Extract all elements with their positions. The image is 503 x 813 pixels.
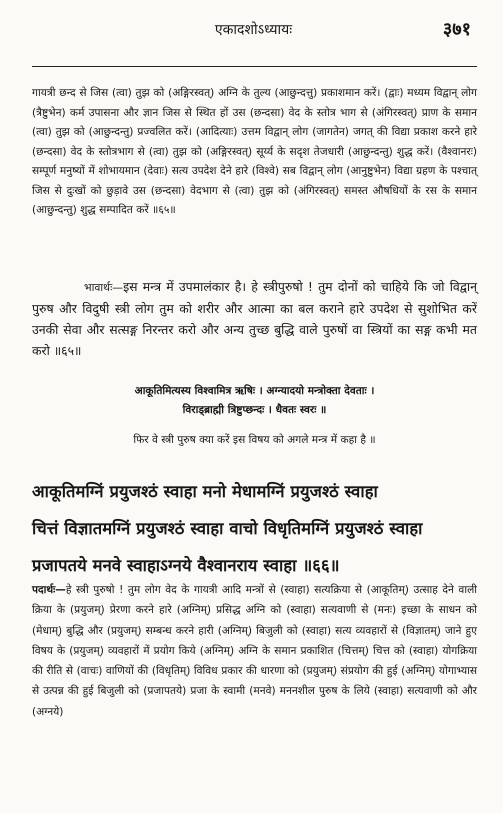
rishi-line: आकूतिमित्यस्य विश्वामित्र ऋषिः । अग्न्यादयो मन्त्रोक्ता देवताः । bbox=[134, 385, 375, 397]
question-line: फिर वे स्त्री पुरुष क्या करें इस विषय को अगले मन्त्र में कहा है ॥ bbox=[133, 434, 376, 446]
chhanda-line: विराड्ब्राह्मी त्रिष्टुप्छन्दः । धैवतः स्वरः ॥ bbox=[182, 404, 327, 416]
mantra-line: प्रजापतये मनवे स्वाहाऽग्नये वैश्वानराय स्वाहा ॥६६॥ bbox=[32, 556, 340, 575]
mantra-line: आकूतिमग्निं प्रयुजश्ठं स्वाहा मनो मेधामग्निं प्रयुजश्ठं स्वाहा bbox=[32, 482, 378, 501]
padartha-label: पदार्थः— bbox=[32, 584, 66, 596]
padartha-text: हे स्त्री पुरुषो ! तुम लोग वेद के गायत्री आदि मन्त्रों से (स्वाहा) सत्यक्रिया से (आकूतिम्) उत्साह देने वाली क्रिया के (प्रयुजम्) प्रेरणा करने हारे (अग्निम्) प्रसिद्ध अग्नि को (स्वाहा) सत्यवाणी से (मनः) इच्छा के साधन को (मेधाम्) बुद्धि और (प्रयुजम्) सम्बन्ध करने हारी (अग्निम्) बिजुली को (स्वाहा) सत्य व्यवहारों से (विज्ञातम्) जाने हुए विषय के (प्रयुजम्) व्यवहारों में प्रयोग किये (अग्निम्) अग्नि के समान प्रकाशित (चित्तम्) चित्त को (स्वाहा) योगक्रिया की रीति से (वाचः) वाणियों की (विधृतिम्) विविध प्रकार की धारणा को (प्रयुजम्) संप्रयोग की हुई (अग्निम्) योगाभ्यास से उत्पन्न की हुई बिजुली को (प्रजापतये) प्रजा के स्वामी (मनवे) मननशील पुरुष के लिये (स्वाहा) सत्यवाणी को और (अग्नये) bbox=[32, 584, 477, 718]
bhavartha-paragraph bbox=[32, 276, 477, 361]
rishi-devata-block bbox=[32, 382, 477, 420]
header-divider bbox=[32, 66, 477, 67]
bhavartha-text: इस मन्त्र में उपमालंकार है। हे स्त्रीपुरुषो ! तुम दोनों को चाहिये कि जो विद्वान् पुरुष और विदुषी स्त्री लोग तुम को शरीर और आत्मा का बल कराने हारे उपदेश से सुशोभित करें उनकी सेवा और सत्सङ्ग निरन्तर करो और अन्य तुच्छ बुद्धि वाले पुरुषों वा स्त्रियों का सङ्ग कभी मत करो ॥६५॥ bbox=[32, 279, 477, 358]
mantra-block bbox=[32, 473, 477, 584]
page-number: ३७१ bbox=[442, 19, 471, 40]
commentary-paragraph: गायत्री छन्द से जिस (त्वा) तुझ को (अङ्गिरस्वत्) अग्नि के तुल्य (आछुन्दत्तु) प्रकाशमान करें। (द्वाः) मध्यम विद्वान् लोग (त्रैष्टुभेन) कर्म उपासना और ज्ञान जिस से स्थित हों उस (छन्दसा) वेद के स्तोत्र भाग से (अंगिरस्वत्) प्राण के समान (त्वा) तुझ को (आछुन्दन्तु) प्रज्वलित करें। (आदित्याः) उत्तम विद्वान् लोग (जागतेन) जगत् की विद्या प्रकाश करने हारे (छन्दसा) वेद के स्तोत्रभाग से (त्वा) तुझ को (अङ्गिरस्वत्) सूर्य्य के सदृश तेजधारी (आछुन्दन्तु) शुद्ध करें। (वैश्वानरः) सम्पूर्ण मनुष्यों में शोभायमान (देवाः) सत्य उपदेश देने हारे (विश्वे) सब विद्वान् लोग (आनुष्टुभेन) विद्या ग्रहण के पश्चात् जिस से दुःखों को छुड़ावे उस (छन्दसा) वेदभाग से (त्वा) तुझ को (अंगिरस्वत्) समस्त औषधियों के रस के समान (आछुन्दन्तु) शुद्ध सम्पादित करें ॥६५॥ bbox=[32, 87, 477, 216]
mantra-line: चित्तं विज्ञातमग्निं प्रयुजश्ठं स्वाहा वाचो विधृतिमग्निं प्रयुजश्ठं स्वाहा bbox=[32, 519, 423, 538]
chapter-title: एकादशोऽध्यायः bbox=[214, 22, 293, 38]
page-header bbox=[34, 20, 473, 44]
bhavartha-label: भावार्थः— bbox=[84, 281, 124, 294]
padartha-paragraph bbox=[32, 580, 477, 722]
